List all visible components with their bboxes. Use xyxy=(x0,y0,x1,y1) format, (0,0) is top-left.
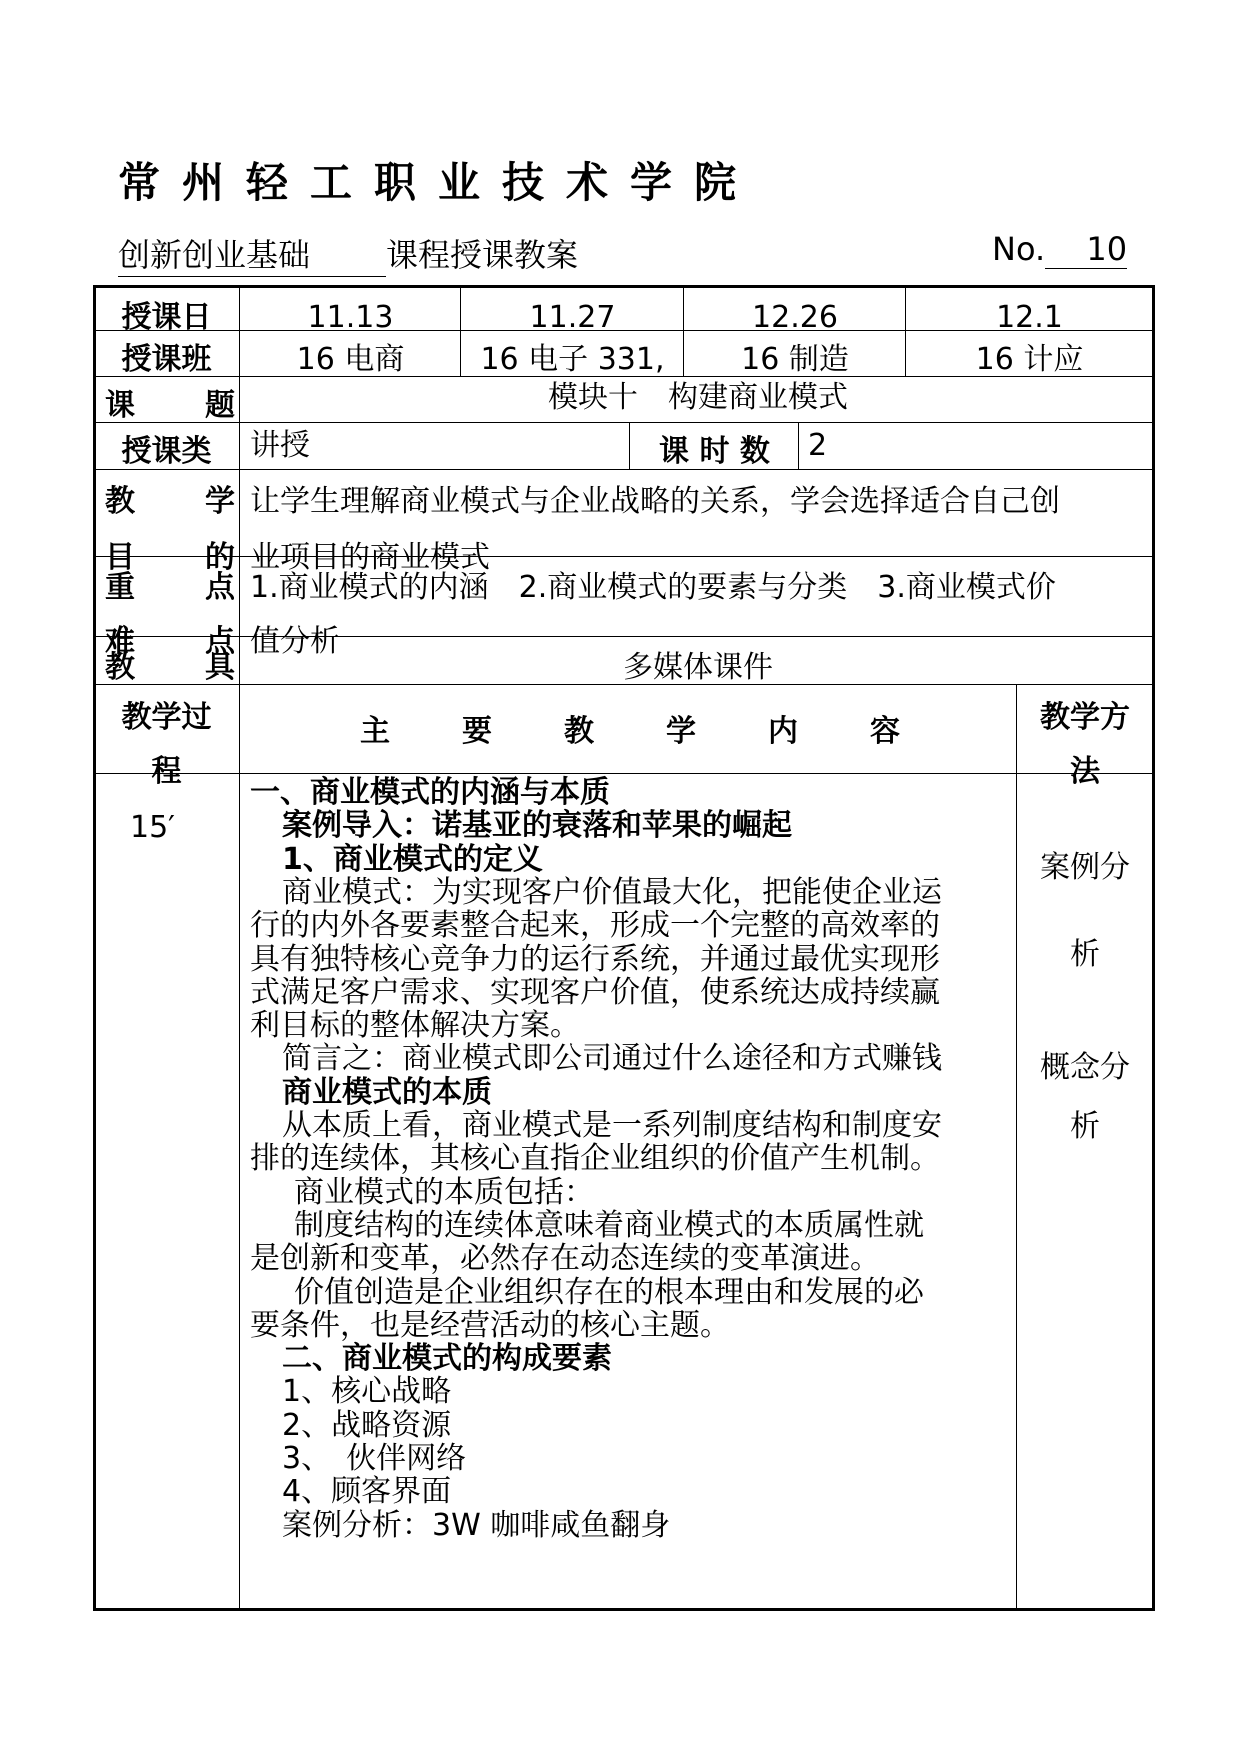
content-line: 从本质上看，商业模式是一系列制度结构和制度安 xyxy=(282,1108,942,1143)
content-line: 是创新和变革，必然存在动态连续的变革演进。 xyxy=(250,1241,880,1277)
school-title: 常州轻工职业技术学院 xyxy=(118,158,759,207)
plan-label: 课程授课教案 xyxy=(386,236,579,274)
hours-label: 课 时 数 xyxy=(659,434,770,469)
content-line: 要条件，也是经营活动的核心主题。 xyxy=(250,1307,730,1343)
content-line: 4、顾客界面 xyxy=(282,1474,452,1510)
course-name: 创新创业基础 xyxy=(118,230,386,277)
method-3: 概念分 xyxy=(1040,1050,1130,1085)
tools-label: 教 具 xyxy=(105,650,235,685)
date-3: 12.26 xyxy=(752,300,838,335)
content-line: 排的连续体，其核心直指企业组织的价值产生机制。 xyxy=(250,1141,940,1177)
process-label: 教学过 xyxy=(121,700,212,735)
content-line: 案例导入：诺基亚的衰落和苹果的崛起 xyxy=(282,808,792,844)
class-4: 16 计应 xyxy=(975,342,1084,377)
method-4: 析 xyxy=(1070,1109,1100,1144)
content-line: 案例分析：3W 咖啡咸鱼翻身 xyxy=(282,1507,671,1543)
method-2: 析 xyxy=(1070,937,1100,972)
content-line: 制度结构的连续体意味着商业模式的本质属性就 xyxy=(294,1207,924,1243)
content-line: 3、 伙伴网络 xyxy=(282,1441,467,1476)
content-line: 具有独特核心竞争力的运行系统，并通过最优实现形 xyxy=(250,941,940,977)
key-value: 1.商业模式的内涵 2.商业模式的要素与分类 3.商业模式价 xyxy=(250,570,1056,605)
content-line: 行的内外各要素整合起来，形成一个完整的高效率的 xyxy=(250,908,940,944)
class-3: 16 制造 xyxy=(741,342,849,377)
number-field xyxy=(992,230,1127,269)
no-value: 10 xyxy=(1045,230,1127,269)
content-line: 商业模式的本质包括： xyxy=(294,1174,594,1210)
method-label-2: 法 xyxy=(1070,754,1100,789)
topic-value: 模块十 构建商业模式 xyxy=(548,380,848,415)
type-label: 授课类 xyxy=(121,434,212,469)
content-line: 商业模式：为实现客户价值最大化，把能使企业运 xyxy=(282,874,942,910)
content-line: 价值创造是企业组织存在的根本理由和发展的必 xyxy=(294,1274,924,1310)
content-line: 二、商业模式的构成要素 xyxy=(282,1341,612,1377)
method-label: 教学方 xyxy=(1040,700,1130,735)
class-1: 16 电商 xyxy=(296,342,405,377)
tools-value: 多媒体课件 xyxy=(623,650,773,685)
content-line: 一、商业模式的内涵与本质 xyxy=(250,775,610,810)
goal-label-2: 目 的 xyxy=(105,540,235,575)
date-4: 12.1 xyxy=(996,300,1063,335)
type-value: 讲授 xyxy=(250,428,310,463)
content-line: 1、商业模式的定义 xyxy=(282,841,543,877)
content-line: 1、核心战略 xyxy=(282,1374,452,1410)
goal-value-2: 业项目的商业模式 xyxy=(250,540,490,575)
time-value: 15′ xyxy=(130,810,175,845)
content-line: 简言之：商业模式即公司通过什么途径和方式赚钱 xyxy=(282,1041,942,1077)
date-label: 授课日 xyxy=(121,300,212,335)
hours-value: 2 xyxy=(808,428,828,463)
key-value-2: 值分析 xyxy=(250,624,340,659)
topic-label: 课 题 xyxy=(105,388,235,423)
date-1: 11.13 xyxy=(307,300,394,335)
content-line: 商业模式的本质 xyxy=(282,1074,492,1110)
goal-value: 让学生理解商业模式与企业战略的关系，学会选择适合自己创 xyxy=(250,484,1060,519)
process-label-2: 程 xyxy=(151,754,182,789)
content-line: 式满足客户需求、实现客户价值，使系统达成持续赢 xyxy=(250,974,940,1010)
key-label: 重 点 xyxy=(105,570,235,605)
content-line: 2、战略资源 xyxy=(282,1407,452,1443)
content-line: 利目标的整体解决方案。 xyxy=(250,1008,580,1044)
no-label: No. xyxy=(992,230,1046,268)
course-line xyxy=(118,230,578,277)
key-label-2: 难 点 xyxy=(105,624,235,659)
content-header: 主 要 教 学 内 容 xyxy=(360,714,900,749)
date-2: 11.27 xyxy=(529,300,616,335)
method-1: 案例分 xyxy=(1040,850,1130,885)
goal-label: 教 学 xyxy=(105,484,235,519)
class-label: 授课班 xyxy=(121,342,212,377)
class-2: 16 电子 331, xyxy=(480,342,665,377)
